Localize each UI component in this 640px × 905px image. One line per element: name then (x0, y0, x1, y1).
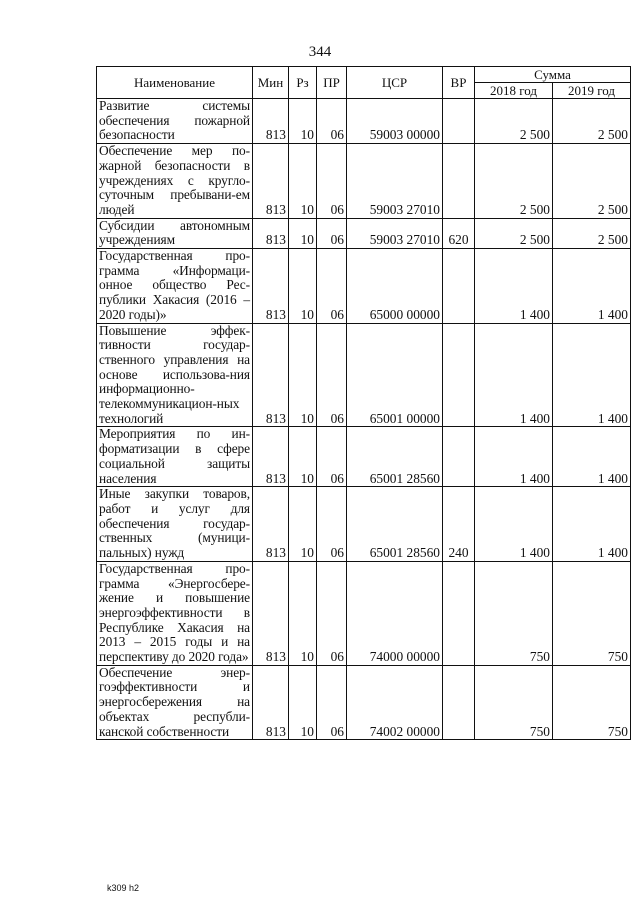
header-name: Наименование (97, 67, 253, 99)
row-sum-2019: 1 400 (553, 323, 631, 427)
row-min: 813 (253, 323, 289, 427)
table-row (97, 144, 631, 219)
row-rz: 10 (289, 144, 317, 219)
row-sum-2018: 750 (475, 561, 553, 665)
header-vr: ВР (443, 67, 475, 99)
table-row (97, 323, 631, 427)
table-row (97, 665, 631, 740)
row-name: Обеспечение энер-гоэффективности и энергосбережения на объектах республи-канской собственности (97, 665, 253, 740)
row-name: Мероприятия по ин-форматизации в сфере социальной защиты населения (97, 427, 253, 487)
row-sum-2019: 2 500 (553, 218, 631, 248)
table-row (97, 427, 631, 487)
header-min: Мин (253, 67, 289, 99)
row-sum-2018: 1 400 (475, 427, 553, 487)
header-year-2018: 2018 год (475, 83, 553, 99)
row-pr: 06 (317, 487, 347, 562)
row-rz: 10 (289, 561, 317, 665)
row-sum-2019: 1 400 (553, 487, 631, 562)
header-sum: Сумма (475, 67, 631, 83)
row-sum-2019: 750 (553, 561, 631, 665)
table-row (97, 218, 631, 248)
row-vr (443, 99, 475, 144)
row-vr (443, 144, 475, 219)
header-rz: Рз (289, 67, 317, 99)
row-sum-2019: 750 (553, 665, 631, 740)
row-rz: 10 (289, 99, 317, 144)
row-sum-2019: 1 400 (553, 249, 631, 324)
row-pr: 06 (317, 144, 347, 219)
row-vr: 240 (443, 487, 475, 562)
budget-table (96, 66, 631, 740)
row-rz: 10 (289, 665, 317, 740)
header-year-2019: 2019 год (553, 83, 631, 99)
row-csr: 74002 00000 (347, 665, 443, 740)
row-min: 813 (253, 487, 289, 562)
row-vr: 620 (443, 218, 475, 248)
row-rz: 10 (289, 323, 317, 427)
row-name: Обеспечение мер по-жарной безопасности в учреждениях с кругло-суточным пребывани-ем людей (97, 144, 253, 219)
row-rz: 10 (289, 249, 317, 324)
row-pr: 06 (317, 323, 347, 427)
row-sum-2019: 2 500 (553, 144, 631, 219)
row-name: Государственная про-грамма «Информаци-онное общество Рес-публики Хакасия (2016 – 2020 годы)» (97, 249, 253, 324)
row-pr: 06 (317, 218, 347, 248)
row-pr: 06 (317, 665, 347, 740)
row-min: 813 (253, 144, 289, 219)
row-sum-2018: 1 400 (475, 249, 553, 324)
row-sum-2018: 2 500 (475, 99, 553, 144)
row-vr (443, 427, 475, 487)
row-min: 813 (253, 218, 289, 248)
row-pr: 06 (317, 427, 347, 487)
row-sum-2019: 2 500 (553, 99, 631, 144)
row-min: 813 (253, 561, 289, 665)
row-pr: 06 (317, 249, 347, 324)
row-vr (443, 323, 475, 427)
row-sum-2019: 1 400 (553, 427, 631, 487)
row-csr: 65000 00000 (347, 249, 443, 324)
row-csr: 59003 00000 (347, 99, 443, 144)
row-min: 813 (253, 249, 289, 324)
row-name: Государственная про-грамма «Энергосбере-жение и повышение энергоэффективности в Республике Хакасия на 2013 – 2015 годы и на перспективу до 2020 года» (97, 561, 253, 665)
row-min: 813 (253, 427, 289, 487)
row-sum-2018: 1 400 (475, 323, 553, 427)
row-vr (443, 665, 475, 740)
table-row (97, 487, 631, 562)
footer-code: k309 h2 (107, 883, 140, 893)
row-pr: 06 (317, 561, 347, 665)
row-name: Повышение эффек-тивности государ-ственного управления на основе использова-ния информационно-телекоммуникацион-ных технологий (97, 323, 253, 427)
row-sum-2018: 2 500 (475, 144, 553, 219)
table-row (97, 561, 631, 665)
row-name: Развитие системы обеспечения пожарной безопасности (97, 99, 253, 144)
row-rz: 10 (289, 427, 317, 487)
row-csr: 65001 28560 (347, 427, 443, 487)
row-sum-2018: 2 500 (475, 218, 553, 248)
row-name: Субсидии автономным учреждениям (97, 218, 253, 248)
row-min: 813 (253, 99, 289, 144)
row-vr (443, 249, 475, 324)
header-csr: ЦСР (347, 67, 443, 99)
row-rz: 10 (289, 218, 317, 248)
table-row (97, 249, 631, 324)
row-sum-2018: 750 (475, 665, 553, 740)
row-pr: 06 (317, 99, 347, 144)
row-csr: 65001 28560 (347, 487, 443, 562)
row-min: 813 (253, 665, 289, 740)
row-name: Иные закупки товаров, работ и услуг для обеспечения государ-ственных (муници-пальных) нужд (97, 487, 253, 562)
row-csr: 59003 27010 (347, 144, 443, 219)
row-csr: 65001 00000 (347, 323, 443, 427)
row-sum-2018: 1 400 (475, 487, 553, 562)
row-vr (443, 561, 475, 665)
row-rz: 10 (289, 487, 317, 562)
row-csr: 74000 00000 (347, 561, 443, 665)
page-number: 344 (308, 44, 332, 60)
header-pr: ПР (317, 67, 347, 99)
table-row (97, 99, 631, 144)
row-csr: 59003 27010 (347, 218, 443, 248)
